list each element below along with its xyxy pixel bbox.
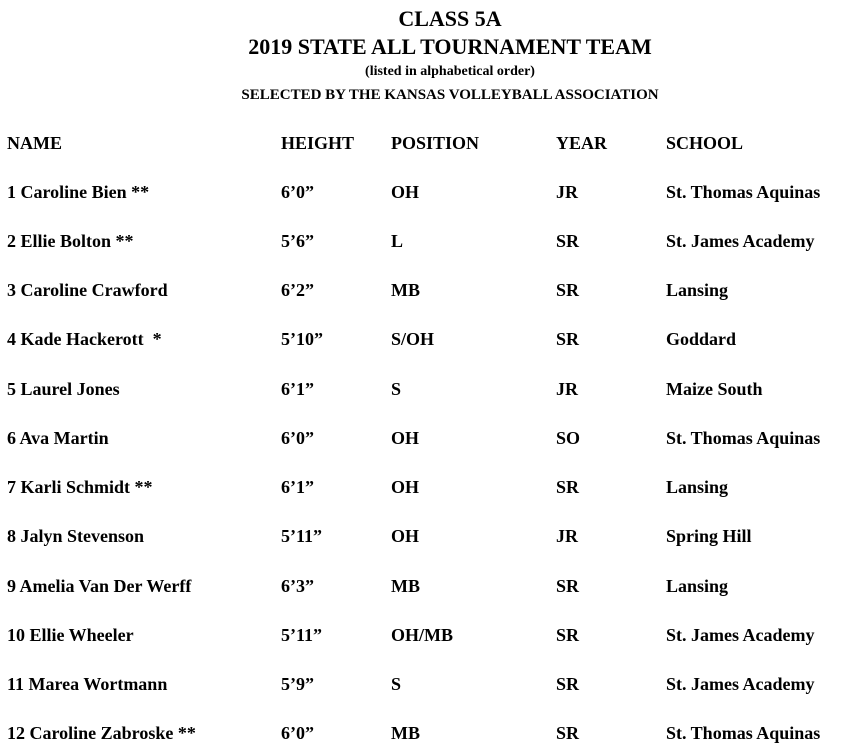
player-name: 3 Caroline Crawford [7,280,168,300]
player-school: Lansing [666,477,729,497]
player-school: Lansing [666,280,729,300]
player-height: 6’2” [281,280,314,300]
player-position: S [391,674,402,694]
player-position: S [391,379,402,399]
player-school: Lansing [666,576,729,596]
table-row [0,327,857,351]
player-school: St. James Academy [666,231,815,251]
player-school: Maize South [666,379,763,399]
player-height: 6’1” [281,379,314,399]
player-year: SR [556,231,580,251]
player-year: SR [556,329,580,349]
table-row [0,180,857,204]
column-header-year: YEAR [556,133,608,153]
player-position: OH [391,477,420,497]
column-header-height: HEIGHT [281,133,355,153]
player-name: 10 Ellie Wheeler [7,625,134,645]
player-height: 6’0” [281,428,314,448]
player-school: St. James Academy [666,674,815,694]
player-name: 5 Laurel Jones [7,379,120,399]
player-school: St. James Academy [666,625,815,645]
player-name: 4 Kade Hackerott * [7,329,162,349]
player-school: St. Thomas Aquinas [666,428,821,448]
player-school: Goddard [666,329,737,349]
player-position: OH [391,526,420,546]
player-name: 11 Marea Wortmann [7,674,168,694]
player-height: 6’0” [281,723,314,743]
page-title: CLASS 5A [398,6,502,31]
player-position: OH/MB [391,625,453,645]
player-height: 6’3” [281,576,314,596]
column-header-position: POSITION [391,133,480,153]
column-header-name: NAME [7,133,62,153]
player-name: 2 Ellie Bolton ** [7,231,134,251]
player-name: 1 Caroline Bien ** [7,182,150,202]
player-year: SR [556,674,580,694]
player-position: S/OH [391,329,435,349]
player-year: SO [556,428,581,448]
player-name: 6 Ava Martin [7,428,109,448]
player-year: SR [556,723,580,743]
column-header-school: SCHOOL [666,133,744,153]
player-school: Spring Hill [666,526,752,546]
table-row [0,524,857,548]
player-year: SR [556,280,580,300]
player-height: 5’11” [281,625,323,645]
player-year: JR [556,526,578,546]
player-name: 8 Jalyn Stevenson [7,526,145,546]
page-subtitle: 2019 STATE ALL TOURNAMENT TEAM [248,34,652,59]
player-year: SR [556,477,580,497]
player-year: JR [556,379,578,399]
player-year: SR [556,625,580,645]
player-height: 6’1” [281,477,314,497]
table-row [0,278,857,302]
player-height: 5’6” [281,231,314,251]
table-row [0,672,857,696]
selected-by: SELECTED BY THE KANSAS VOLLEYBALL ASSOCIATION [241,87,659,103]
table-row [0,721,857,745]
player-height: 6’0” [281,182,314,202]
table-row [0,623,857,647]
order-note: (listed in alphabetical order) [365,64,535,79]
player-year: JR [556,182,578,202]
player-name: 9 Amelia Van Der Werff [7,576,192,596]
player-school: St. Thomas Aquinas [666,182,821,202]
player-position: OH [391,182,420,202]
table-row [0,229,857,253]
table-row [0,426,857,450]
player-height: 5’9” [281,674,314,694]
player-name: 12 Caroline Zabroske ** [7,723,196,743]
player-position: L [391,231,404,251]
table-row [0,377,857,401]
player-height: 5’10” [281,329,323,349]
table-row [0,475,857,499]
table-header [0,131,857,155]
table-row [0,574,857,598]
player-position: MB [391,280,420,300]
player-school: St. Thomas Aquinas [666,723,821,743]
player-height: 5’11” [281,526,323,546]
player-name: 7 Karli Schmidt ** [7,477,153,497]
player-position: OH [391,428,420,448]
player-position: MB [391,723,420,743]
player-year: SR [556,576,580,596]
player-position: MB [391,576,420,596]
